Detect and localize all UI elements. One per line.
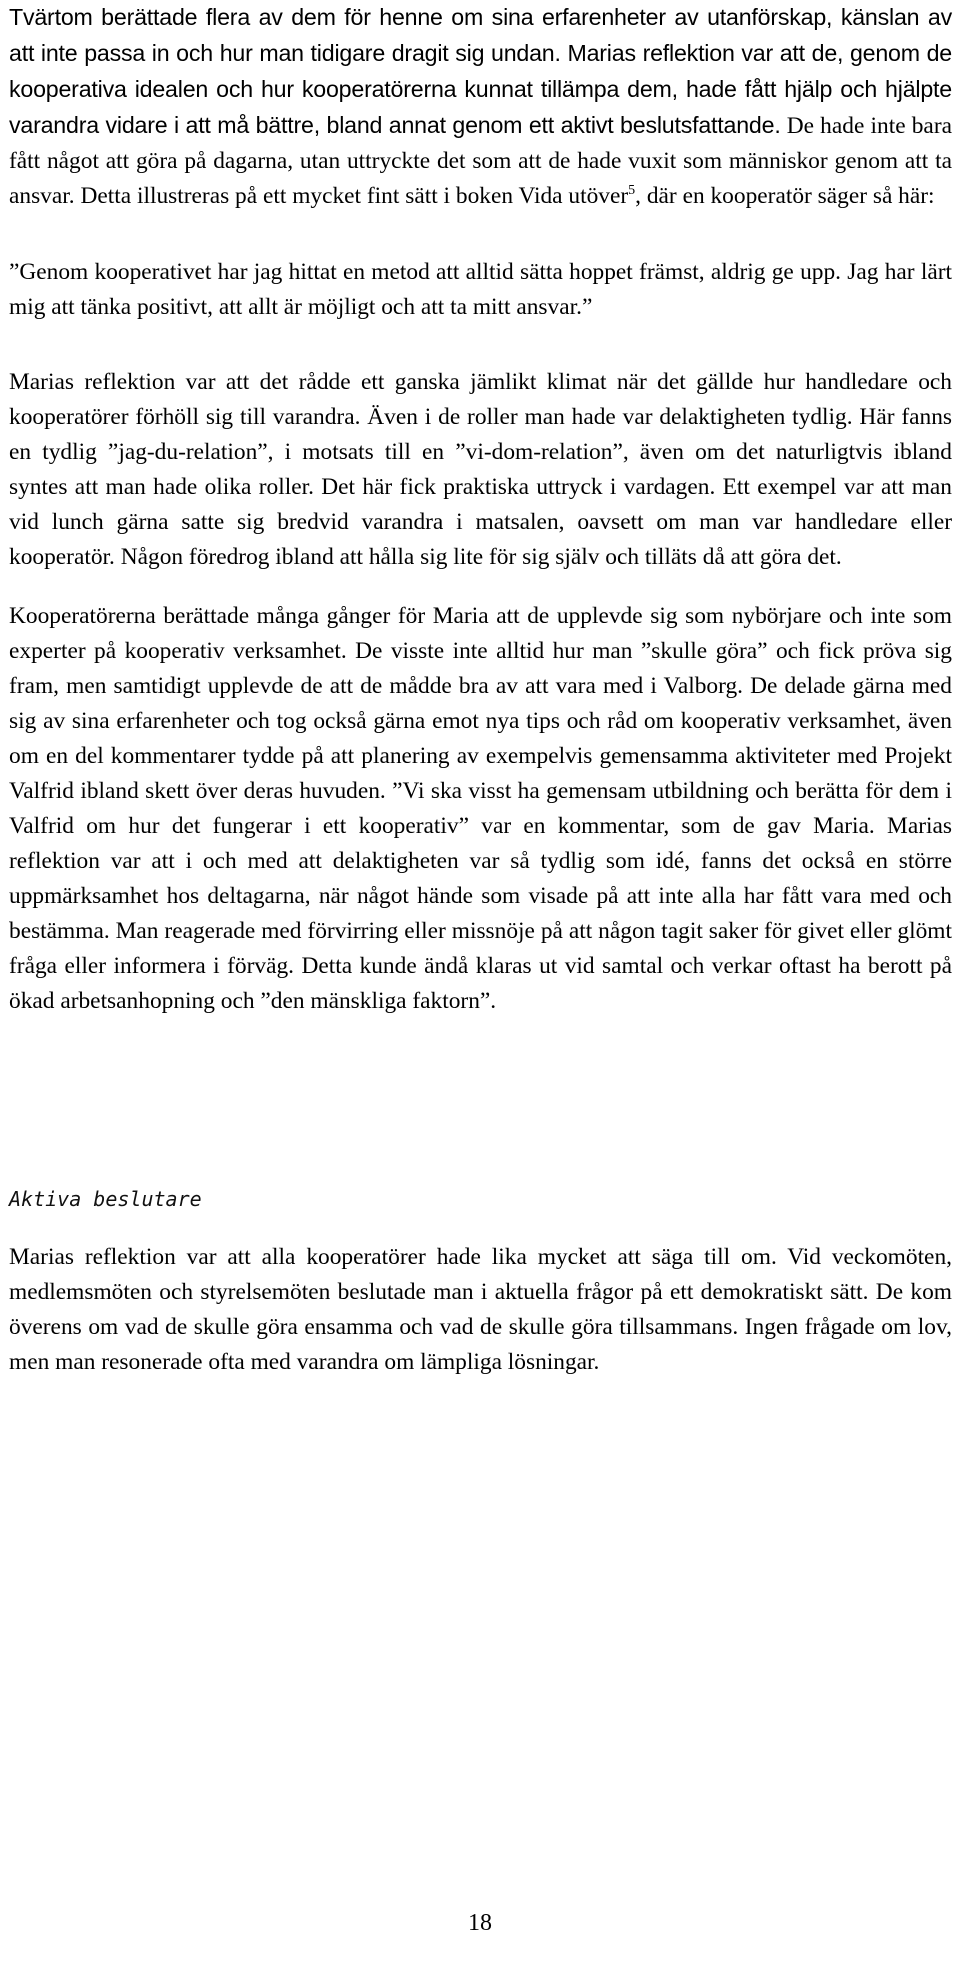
paragraph-1-ending: , där en kooperatör säger så här: <box>635 183 935 209</box>
page-number: 18 <box>468 1910 492 1936</box>
paragraph-1-sans-text: Tvärtom berättade flera av dem för henne om sina erfarenheter av utanförskap, känslan av att inte passa in och hur man tidigare dragit sig undan. Marias reflektion var att de, genom de kooperativa idealen och hur kooperatörerna kunnat tillämpa dem, hade fått hjälp och hjälpte varandra vidare i att må bättre, bland annat genom ett aktivt beslutsfattande. <box>9 4 952 138</box>
section-heading: Aktiva beslutare <box>9 1187 202 1211</box>
paragraph-3: Kooperatörerna berättade många gånger för Maria att de upplevde sig som nybörjare och inte som experter på kooperativ verksamhet. De visste inte alltid hur man ”skulle göra” och fick pröva sig fram, men samtidigt upplevde de att de mådde bra av att vara med i Valborg. De delade gärna med sig av sina erfarenheter och tog också gärna emot nya tips och råd om kooperativ verksamhet, även om en del kommentarer tydde på att planering av exempelvis gemensamma aktiviteter med Projekt Valfrid ibland skett över deras huvuden. ”Vi ska visst ha gemensam utbildning och berätta för dem i Valfrid om hur det fungerar i ett kooperativ” var en kommentar, som de gav Maria. Marias reflektion var att i och med att delaktigheten var så tydlig som idé, fanns det också en större uppmärksamhet hos deltagarna, när något hände som visade på att inte alla har fått vara med och bestämma. Man reagerade med förvirring eller missnöje på att någon tagit saker för givet eller glömt fråga eller informera i förväg. Detta kunde ändå klaras ut vid samtal och verkar oftast ha berott på ökad arbetsanhopning och ”den mänskliga faktorn”. <box>9 603 952 1014</box>
paragraph-1 <box>9 0 952 214</box>
paragraph-2: Marias reflektion var att det rådde ett ganska jämlikt klimat när det gällde hur handledare och kooperatörer förhöll sig till varandra. Även i de roller man hade var delaktigheten tydlig. Här fanns en tydlig ”jag-du-relation”, i motsats till en ”vi-dom-relation”, även om det naturligtvis ibland syntes att man hade olika roller. Det här fick praktiska uttryck i vardagen. Ett exempel var att man vid lunch gärna satte sig bredvid varandra i matsalen, oavsett om man var handledare eller kooperatör. Någon föredrog ibland att hålla sig lite för sig själv och tilläts då att göra det. <box>9 369 952 570</box>
footnote-reference: 5 <box>628 183 636 199</box>
paragraph-1-text: De hade inte bara fått något att göra på dagarna, utan uttryckte det som att de hade vuxit som människor genom att ta ansvar. Detta illustreras på ett mycket fint sätt i boken Vida utöver <box>9 113 952 209</box>
block-quote: ”Genom kooperativet har jag hittat en metod att alltid sätta hoppet främst, aldrig ge upp. Jag har lärt mig att tänka positivt, att allt är möjligt och att ta mitt ansvar.” <box>9 259 952 320</box>
paragraph-4: Marias reflektion var att alla kooperatörer hade lika mycket att säga till om. Vid veckomöten, medlemsmöten och styrelsemöten beslutade man i aktuella frågor på ett demokratiskt sätt. De kom överens om vad de skulle göra ensamma och vad de skulle göra tillsammans. Ingen frågade om lov, men man resonerade ofta med varandra om lämpliga lösningar. <box>9 1244 952 1375</box>
